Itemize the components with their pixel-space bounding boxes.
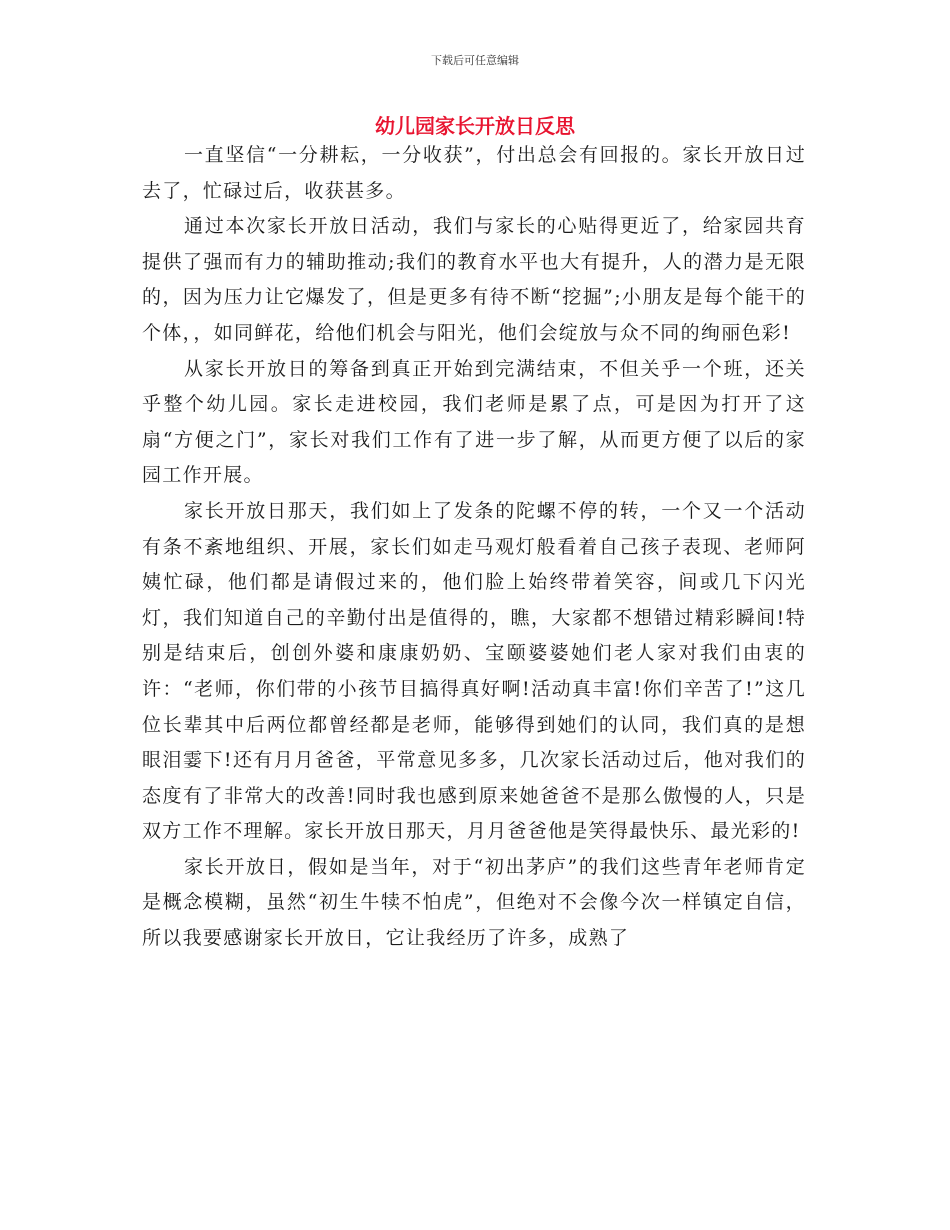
document-title: 幼儿园家长开放日反思 xyxy=(375,114,575,138)
paragraph-4: 家长开放日那天，我们如上了发条的陀螺不停的转，一个又一个活动有条不紊地组织、开展，家长们如走马观灯般看着自己孩子表现、老师阿姨忙碌，他们都是请假过来的，他们脸上始终带着笑容，间或几下闪光灯，我们知道自己的辛勤付出是值得的，瞧，大家都不想错过精彩瞬间!特别是结束后，创创外婆和康康奶奶、宝颐婆婆她们老人家对我们由衷的许：“老师，你们带的小孩节目搞得真好啊!活动真丰富!你们辛苦了!”这几位长辈其中后两位都曾经都是老师，能够得到她们的认同，我们真的是想眼泪霎下!还有月月爸爸，平常意见多多，几次家长活动过后，他对我们的态度有了非常大的改善!同时我也感到原来她爸爸不是那么傲慢的人，只是双方工作不理解。家长开放日那天，月月爸爸他是笑得最快乐、最光彩的! xyxy=(142,499,806,843)
paragraph-2: 通过本次家长开放日活动，我们与家长的心贴得更近了，给家园共育提供了强而有力的辅助推动;我们的教育水平也大有提升，人的潜力是无限的，因为压力让它爆发了，但是更多有待不断“挖掘”;小朋友是每个能干的个体，，如同鲜花，给他们机会与阳光，他们会绽放与众不同的绚丽色彩! xyxy=(142,215,806,344)
header-note: 下载后可任意编辑 xyxy=(431,54,519,67)
document-body xyxy=(142,138,806,957)
paragraph-5: 家长开放日，假如是当年，对于“初出茅庐”的我们这些青年老师肯定是概念模糊，虽然“初生牛犊不怕虎”，但绝对不会像今次一样镇定自信，所以我要感谢家长开放日，它让我经历了许多，成熟了 xyxy=(142,855,806,950)
paragraph-1: 一直坚信“一分耕耘，一分收获”，付出总会有回报的。家长开放日过去了，忙碌过后，收获甚多。 xyxy=(142,144,806,202)
paragraph-3: 从家长开放日的筹备到真正开始到完满结束，不但关乎一个班，还关乎整个幼儿园。家长走进校园，我们老师是累了点，可是因为打开了这扇“方便之门”，家长对我们工作有了进一步了解，从而更方便了以后的家园工作开展。 xyxy=(142,357,806,487)
